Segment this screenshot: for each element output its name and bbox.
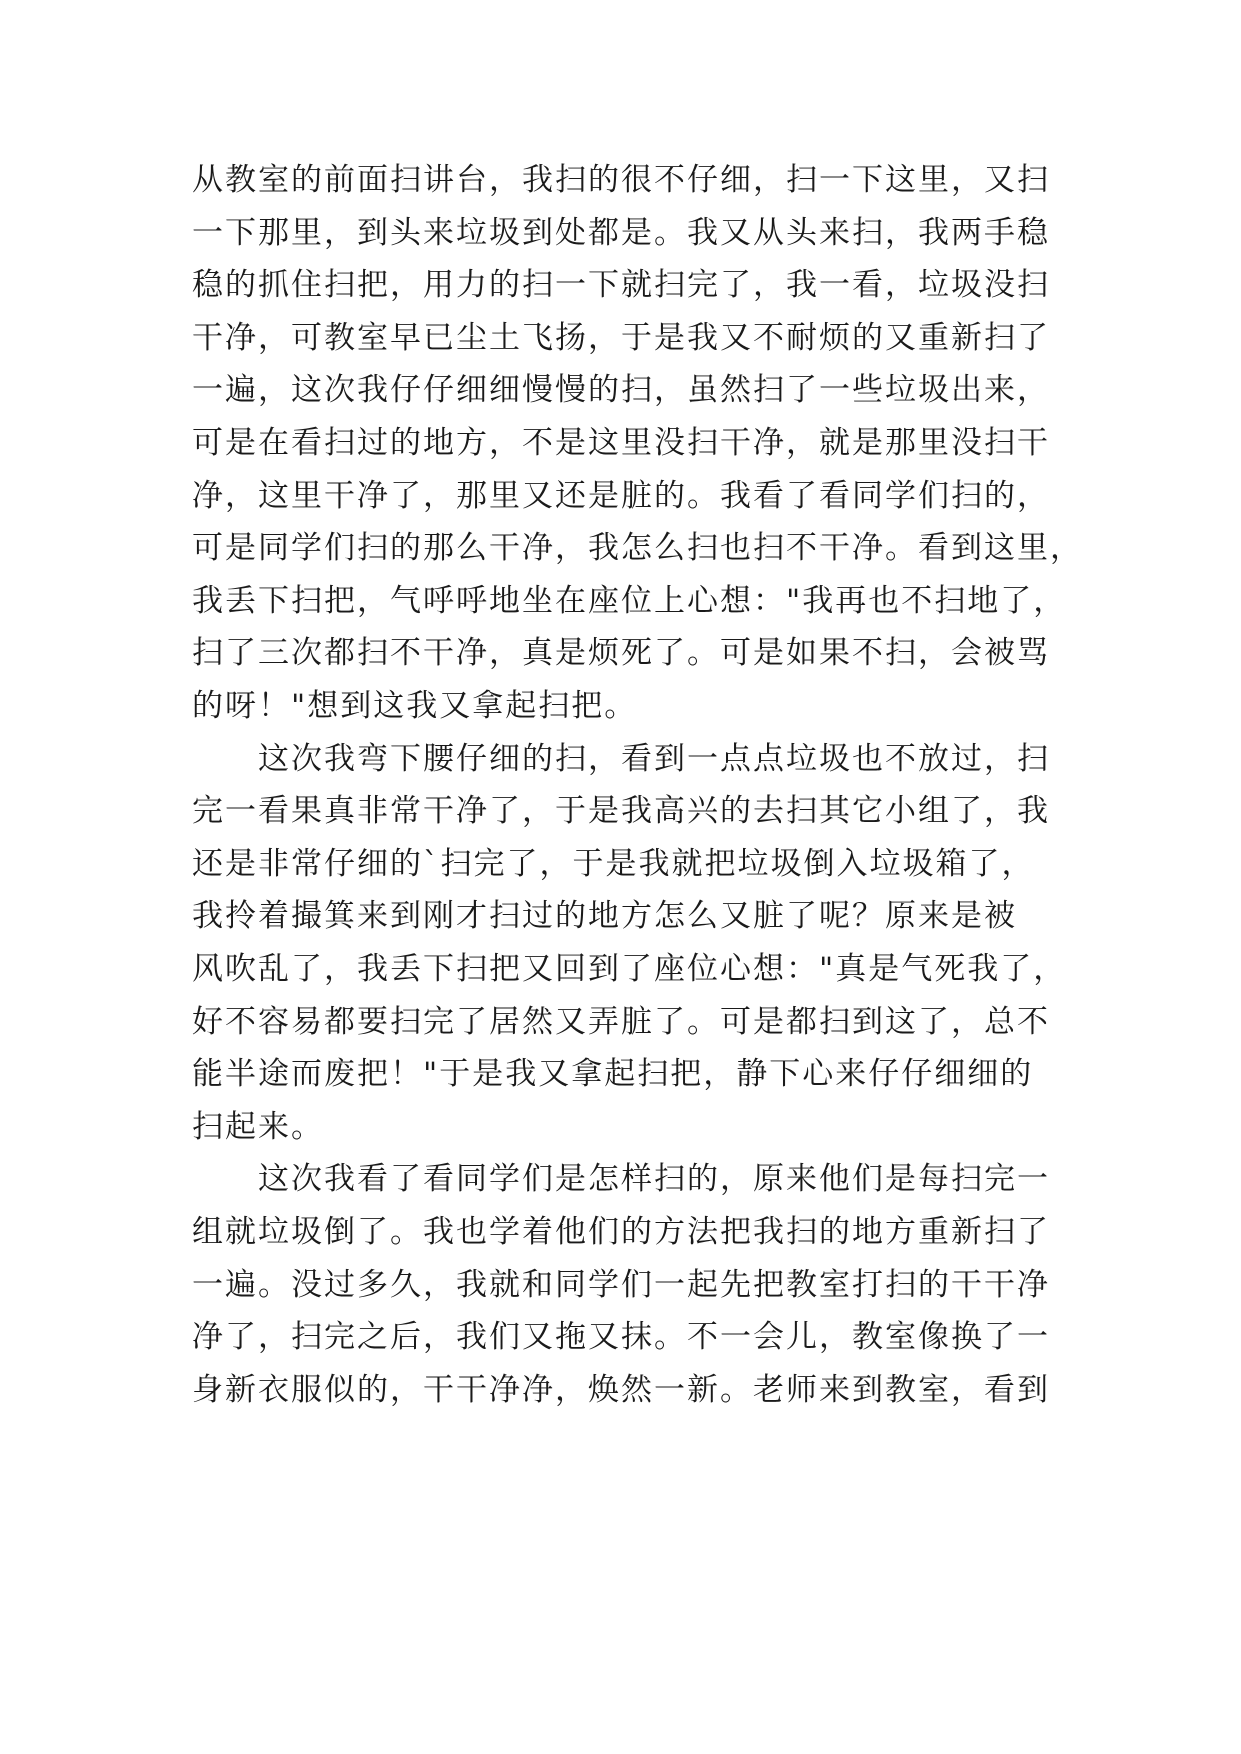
- text-line: 一下那里，到头来垃圾到处都是。我又从头来扫，我两手稳: [192, 214, 1050, 251]
- text-line: 还是非常仔细的`扫完了，于是我就把垃圾倒入垃圾箱了，: [192, 845, 1035, 882]
- text-line: 风吹乱了，我丢下扫把又回到了座位心想："真是气死我了，: [192, 951, 1067, 987]
- text-line: 从教室的前面扫讲台，我扫的很不仔细，扫一下这里，又扫: [192, 162, 1050, 198]
- text-line: 的呀！"想到这我又拿起扫把。: [192, 688, 638, 724]
- text-line: 我拎着撮箕来到刚才扫过的地方怎么又脏了呢？原来是被: [192, 898, 1017, 935]
- text-line: 完一看果真非常干净了，于是我高兴的去扫其它小组了，我: [192, 793, 1050, 830]
- text-line: 这次我看了看同学们是怎样扫的，原来他们是每扫完一: [192, 1161, 1050, 1198]
- text-line: 干净，可教室早已尘土飞扬，于是我又不耐烦的又重新扫了: [192, 319, 1050, 356]
- text-line: 我丢下扫把，气呼呼地坐在座位上心想："我再也不扫地了，: [192, 582, 1067, 619]
- text-line: 组就垃圾倒了。我也学着他们的方法把我扫的地方重新扫了: [192, 1214, 1050, 1250]
- text-line: 身新衣服似的，干干净净，焕然一新。老师来到教室，看到: [192, 1371, 1050, 1408]
- text-line: 可是同学们扫的那么干净，我怎么扫也扫不干净。看到这里，: [192, 530, 1083, 567]
- text-line: 净了，扫完之后，我们又拖又抹。不一会儿，教室像换了一: [192, 1319, 1050, 1356]
- text-line: 稳的抓住扫把，用力的扫一下就扫完了，我一看，垃圾没扫: [192, 267, 1050, 304]
- text-line: 一遍。没过多久，我就和同学们一起先把教室打扫的干干净: [192, 1266, 1050, 1303]
- text-line: 一遍，这次我仔仔细细慢慢的扫，虽然扫了一些垃圾出来，: [192, 372, 1050, 409]
- text-line: 这次我弯下腰仔细的扫，看到一点点垃圾也不放过，扫: [192, 740, 1050, 777]
- text-line: 好不容易都要扫完了居然又弄脏了。可是都扫到这了，总不: [192, 1003, 1050, 1040]
- text-line: 扫了三次都扫不干净，真是烦死了。可是如果不扫，会被骂: [192, 635, 1050, 672]
- text-line: 扫起来。: [192, 1108, 324, 1145]
- text-line: 净，这里干净了，那里又还是脏的。我看了看同学们扫的，: [192, 477, 1050, 514]
- text-line: 可是在看扫过的地方，不是这里没扫干净，就是那里没扫干: [192, 425, 1050, 461]
- text-line: 能半途而废把！"于是我又拿起扫把，静下心来仔仔细细的: [192, 1056, 1034, 1093]
